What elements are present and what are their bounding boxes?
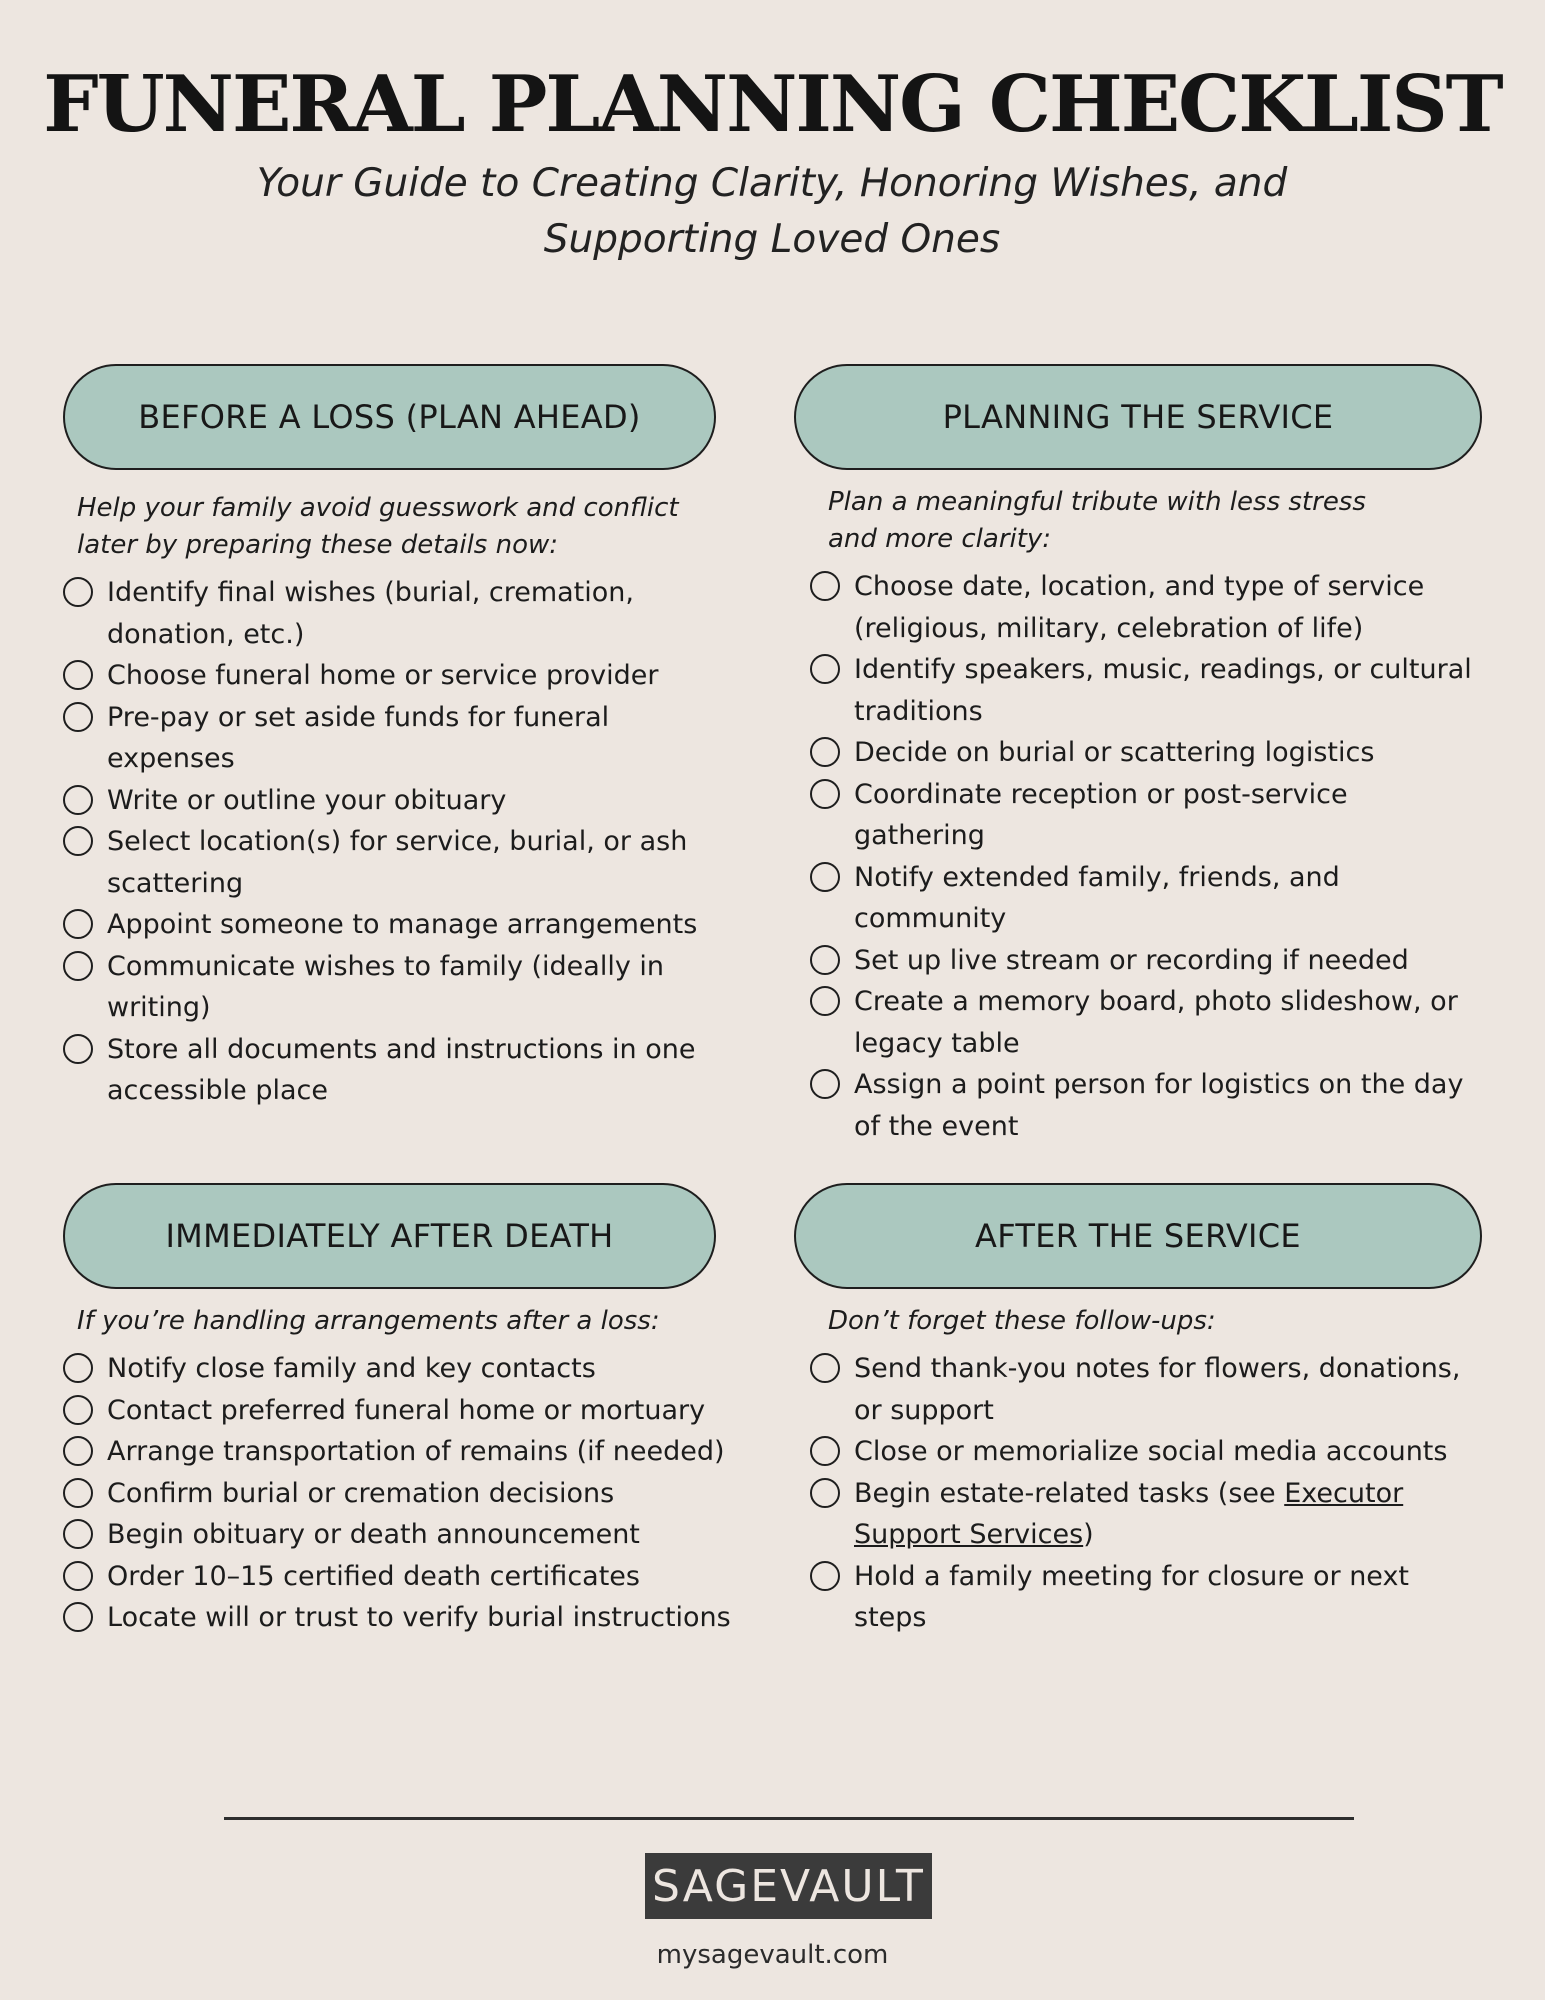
list-item: [810, 1431, 1484, 1473]
list-item: [810, 1473, 1484, 1556]
section-immediately-after-death: [63, 1183, 733, 1639]
checkbox[interactable]: [63, 1602, 93, 1632]
executor-support-link[interactable]: Executor Support Services: [854, 1477, 1404, 1550]
website-url[interactable]: mysagevault.com: [656, 1940, 889, 1970]
item-text: Store all documents and instructions in one accessible place: [107, 1033, 696, 1106]
list-item: [810, 732, 1484, 774]
checkbox[interactable]: [63, 1519, 93, 1549]
item-text-suffix: ): [1083, 1519, 1094, 1550]
checkbox[interactable]: [810, 737, 840, 767]
section-intro: If you’re handling arrangements after a loss:: [77, 1306, 660, 1336]
list-item: [63, 904, 733, 946]
checkbox[interactable]: [810, 1478, 840, 1508]
list-item: [63, 946, 733, 1029]
list-item: [810, 649, 1484, 732]
checkbox[interactable]: [810, 862, 840, 892]
item-text: Begin estate-related tasks (see: [854, 1477, 1276, 1509]
page-subtitle: Your Guide to Creating Clarity, Honoring Wishes, and Supporting Loved Ones: [256, 161, 1288, 262]
item-text: Select location(s) for service, burial, or ash scattering: [107, 826, 688, 899]
list-item: [63, 1473, 733, 1515]
item-text: Identify speakers, music, readings, or cultural traditions: [854, 654, 1472, 727]
checkbox[interactable]: [810, 1561, 840, 1591]
section-heading-label: IMMEDIATELY AFTER DEATH: [165, 1217, 614, 1255]
section-after-the-service: [794, 1183, 1484, 1639]
section-intro: Help your family avoid guesswork and conflict later by preparing these details now:: [77, 493, 679, 560]
checkbox[interactable]: [810, 945, 840, 975]
checkbox[interactable]: [810, 986, 840, 1016]
section-before-a-loss: [63, 364, 733, 1112]
page-title: FUNERAL PLANNING CHECKLIST: [43, 59, 1502, 150]
checkbox[interactable]: [63, 909, 93, 939]
section-heading: [794, 1183, 1482, 1289]
item-text: Communicate wishes to family (ideally in writing): [107, 950, 665, 1023]
item-text: Contact preferred funeral home or mortuary: [107, 1394, 706, 1426]
item-text: Send thank-you notes for flowers, donations, or support: [854, 1353, 1461, 1426]
item-text: Order 10–15 certified death certificates: [107, 1560, 640, 1592]
list-item: [810, 1064, 1484, 1147]
list-item: [63, 780, 733, 822]
checklist: [63, 572, 733, 1112]
section-heading-label: AFTER THE SERVICE: [975, 1217, 1301, 1255]
item-text: Pre-pay or set aside funds for funeral expenses: [107, 701, 610, 774]
list-item: [810, 1348, 1484, 1431]
section-heading: [63, 1183, 716, 1289]
checkbox[interactable]: [810, 1353, 840, 1383]
checkbox[interactable]: [63, 1034, 93, 1064]
list-item: [63, 1390, 733, 1432]
item-text: Choose funeral home or service provider: [107, 660, 659, 691]
section-heading-label: BEFORE A LOSS (PLAN AHEAD): [138, 398, 641, 436]
list-item: [63, 572, 733, 655]
checkbox[interactable]: [810, 654, 840, 684]
section-heading: [63, 364, 716, 470]
item-text: Notify extended family, friends, and community: [854, 861, 1340, 934]
checklist: [794, 566, 1484, 1147]
checkbox[interactable]: [63, 1353, 93, 1383]
checkbox[interactable]: [63, 1561, 93, 1591]
item-text: Begin obituary or death announcement: [107, 1519, 640, 1550]
checkbox[interactable]: [63, 660, 93, 690]
footer-divider: [224, 1817, 1354, 1820]
item-text: Create a memory board, photo slideshow, or legacy table: [854, 986, 1458, 1059]
item-text: Decide on burial or scattering logistics: [854, 737, 1375, 768]
section-heading: [794, 364, 1482, 470]
section-intro: Don’t forget these follow-ups:: [828, 1306, 1216, 1336]
list-item: [810, 981, 1484, 1064]
sagevault-logo: SAGEVAULT: [645, 1853, 932, 1919]
list-item: [63, 1514, 733, 1556]
checkbox[interactable]: [63, 702, 93, 732]
checkbox[interactable]: [63, 826, 93, 856]
section-planning-the-service: [794, 364, 1484, 1147]
item-text: Hold a family meeting for closure or next steps: [854, 1560, 1410, 1633]
checklist: [794, 1348, 1484, 1639]
list-item: [810, 1556, 1484, 1639]
section-heading-label: PLANNING THE SERVICE: [942, 398, 1334, 436]
checkbox[interactable]: [63, 951, 93, 981]
list-item: [810, 774, 1484, 857]
list-item: [63, 1029, 733, 1112]
list-item: [810, 940, 1484, 982]
item-text: Assign a point person for logistics on the day of the event: [854, 1069, 1464, 1142]
list-item: [63, 1348, 733, 1390]
list-item: [63, 821, 733, 904]
checkbox[interactable]: [810, 1069, 840, 1099]
item-text: Arrange transportation of remains (if needed): [107, 1436, 725, 1467]
list-item: [63, 1556, 733, 1598]
checkbox[interactable]: [63, 1478, 93, 1508]
item-text: Locate will or trust to verify burial instructions: [107, 1602, 731, 1633]
list-item: [810, 857, 1484, 940]
item-text: Confirm burial or cremation decisions: [107, 1477, 615, 1509]
section-intro: Plan a meaningful tribute with less stress and more clarity:: [828, 487, 1366, 554]
item-text: Notify close family and key contacts: [107, 1353, 596, 1384]
list-item: [63, 655, 733, 697]
list-item: [63, 697, 733, 780]
item-text: Coordinate reception or post-service gathering: [854, 778, 1348, 851]
checklist: [63, 1348, 733, 1639]
item-text: Identify final wishes (burial, cremation, donation, etc.): [107, 577, 634, 650]
item-text: Close or memorialize social media accounts: [854, 1436, 1448, 1467]
checkbox[interactable]: [810, 571, 840, 601]
checkbox[interactable]: [63, 1395, 93, 1425]
item-text: Choose date, location, and type of service (religious, military, celebration of life): [854, 571, 1425, 644]
checkbox[interactable]: [63, 785, 93, 815]
item-text: Appoint someone to manage arrangements: [107, 909, 698, 940]
checkbox[interactable]: [63, 577, 93, 607]
checkbox[interactable]: [810, 779, 840, 809]
checkbox[interactable]: [810, 1436, 840, 1466]
item-text: Set up live stream or recording if needed: [854, 944, 1409, 976]
list-item: [63, 1431, 733, 1473]
list-item: [63, 1597, 733, 1639]
checkbox[interactable]: [63, 1436, 93, 1466]
list-item: [810, 566, 1484, 649]
item-text: Write or outline your obituary: [107, 784, 507, 816]
